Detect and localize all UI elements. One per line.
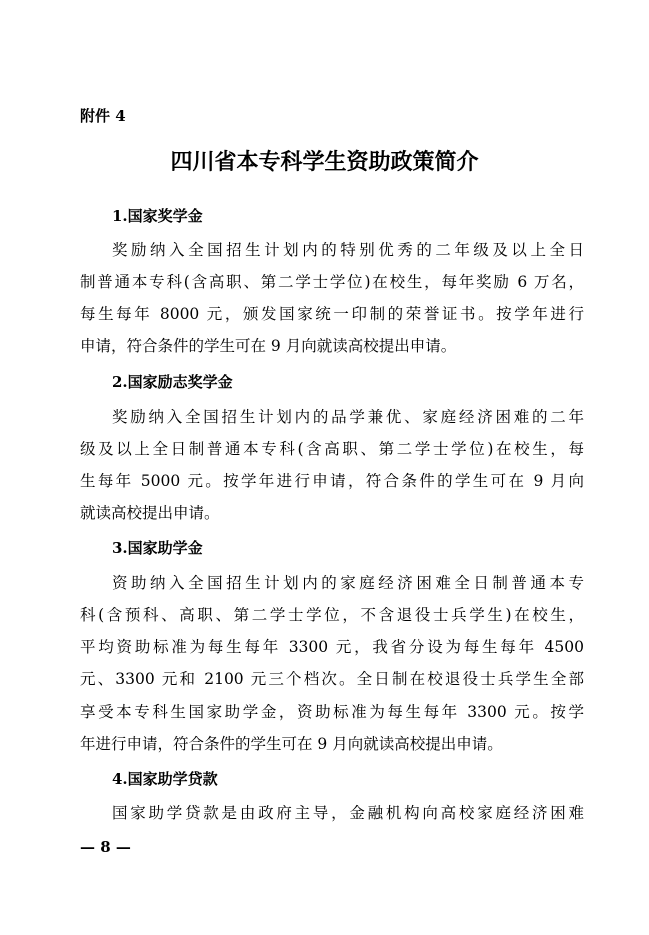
section-heading-2: 2.国家励志奖学金: [112, 373, 233, 391]
paragraph-line: 年进行申请，符合条件的学生可在 9 月向就读高校提出申请。: [80, 735, 503, 753]
page-number: — 8 —: [80, 838, 131, 856]
attachment-label: 附件 4: [80, 107, 126, 125]
paragraph-line: 制普通本专科(含高职、第二学士学位)在校生，每年奖励 6 万名，: [80, 273, 584, 291]
paragraph-line: 资助纳入全国招生计划内的家庭经济困难全日制普通本专: [112, 574, 584, 592]
paragraph-line: 每生每年 8000 元，颁发国家统一印制的荣誉证书。按学年进行: [80, 305, 584, 323]
paragraph-line: 元、3300 元和 2100 元三个档次。全日制在校退役士兵学生全部: [80, 670, 584, 688]
paragraph-line: 奖励纳入全国招生计划内的品学兼优、家庭经济困难的二年: [112, 408, 584, 426]
paragraph-line: 享受本专科生国家助学金，资助标准为每生每年 3300 元。按学: [80, 703, 584, 721]
paragraph-line: 生每年 5000 元。按学年进行申请，符合条件的学生可在 9 月向: [80, 472, 584, 490]
paragraph-line: 平均资助标准为每生每年 3300 元，我省分设为每生每年 4500: [80, 638, 584, 656]
paragraph-line: 就读高校提出申请。: [80, 504, 220, 522]
page-title: 四川省本专科学生资助政策简介: [170, 149, 479, 175]
paragraph-line: 科(含预科、高职、第二学士学位，不含退役士兵学生)在校生，: [80, 606, 584, 624]
section-heading-1: 1.国家奖学金: [112, 207, 203, 225]
paragraph-line: 奖励纳入全国招生计划内的特别优秀的二年级及以上全日: [112, 241, 584, 259]
paragraph-line: 级及以上全日制普通本专科(含高职、第二学士学位)在校生，每: [80, 440, 584, 458]
paragraph-line: 申请，符合条件的学生可在 9 月向就读高校提出申请。: [80, 337, 457, 355]
paragraph-line: 国家助学贷款是由政府主导，金融机构向高校家庭经济困难: [112, 804, 584, 822]
section-heading-3: 3.国家助学金: [112, 539, 203, 557]
section-heading-4: 4.国家助学贷款: [112, 770, 218, 788]
